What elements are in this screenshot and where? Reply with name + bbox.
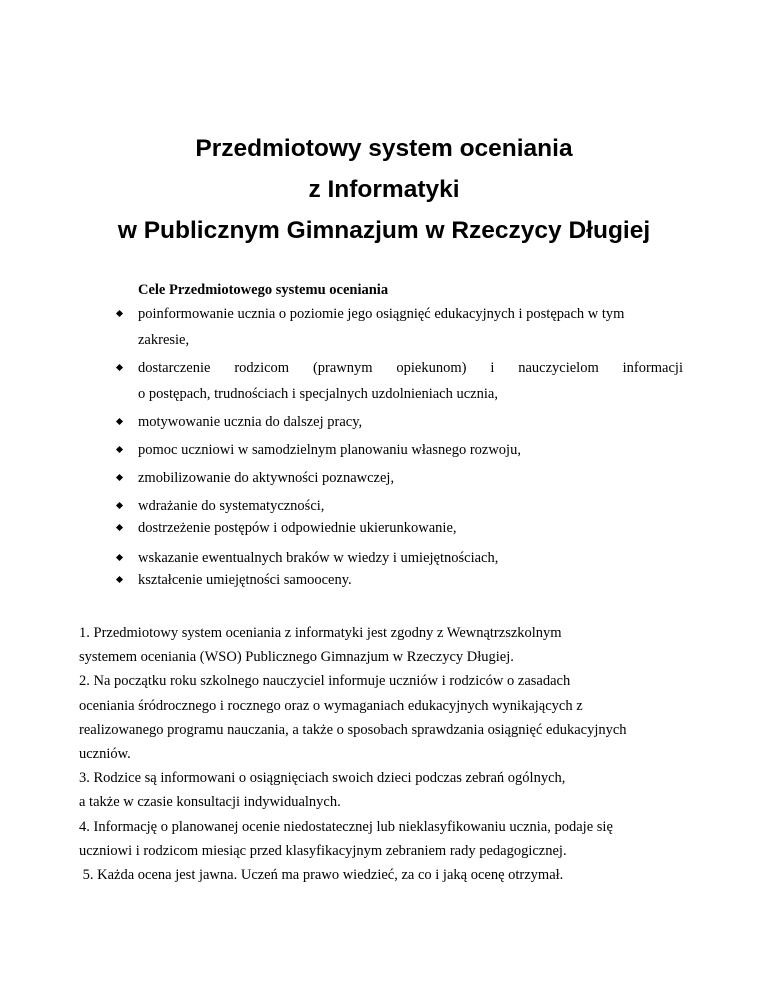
goals-heading: Cele Przedmiotowego systemu oceniania	[138, 282, 389, 298]
goal-text: wdrażanie do systematyczności,	[138, 498, 325, 514]
paragraph-line: a także w czasie konsultacji indywidualnych.	[79, 794, 341, 810]
bullet-diamond-icon	[116, 502, 123, 509]
bullet-diamond-icon	[116, 554, 123, 561]
bullet-diamond-icon	[116, 474, 123, 481]
bullet-diamond-icon	[116, 310, 123, 317]
paragraph-line: uczniowi i rodzicom miesiąc przed klasyfikacyjnym zebraniem rady pedagogicznej.	[79, 843, 567, 859]
bullet-diamond-icon	[116, 446, 123, 453]
goal-text: wskazanie ewentualnych braków w wiedzy i umiejętnościach,	[138, 550, 499, 566]
bullet-diamond-icon	[116, 524, 123, 531]
paragraph-line: 1. Przedmiotowy system oceniania z informatyki jest zgodny z Wewnątrzszkolnym	[79, 625, 562, 641]
goal-text: dostarczenie rodzicom (prawnym opiekunom) i nauczycielom informacji	[138, 360, 683, 376]
paragraph-line: 4. Informację o planowanej ocenie niedostatecznej lub nieklasyfikowaniu ucznia, podaje się	[79, 819, 613, 835]
paragraph-line: uczniów.	[79, 746, 131, 762]
paragraph-line: 2. Na początku roku szkolnego nauczyciel informuje uczniów i rodziców o zasadach	[79, 673, 571, 689]
goal-text: kształcenie umiejętności samooceny.	[138, 572, 352, 588]
paragraph-line: 5. Każda ocena jest jawna. Uczeń ma prawo wiedzieć, za co i jaką ocenę otrzymał.	[79, 867, 564, 883]
paragraph-line: realizowanego programu nauczania, a także o sposobach sprawdzania osiągnięć edukacyjnych	[79, 722, 627, 738]
paragraph-line: oceniania śródrocznego i rocznego oraz o wymaganiach edukacyjnych wynikających z	[79, 698, 583, 714]
goal-text: poinformowanie ucznia o poziomie jego osiągnięć edukacyjnych i postępach w tym	[138, 306, 625, 322]
document-title-line-3: w Publicznym Gimnazjum w Rzeczycy Długiej	[117, 217, 651, 244]
goal-text: zmobilizowanie do aktywności poznawczej,	[138, 470, 395, 486]
goal-text: motywowanie ucznia do dalszej pracy,	[138, 414, 363, 430]
document-title-line-2: z Informatyki	[308, 176, 460, 203]
goal-text-continued: o postępach, trudnościach i specjalnych uzdolnieniach ucznia,	[138, 386, 498, 402]
bullet-diamond-icon	[116, 576, 123, 583]
bullet-diamond-icon	[116, 418, 123, 425]
goal-text: dostrzeżenie postępów i odpowiednie ukierunkowanie,	[138, 520, 457, 536]
goal-text: pomoc uczniowi w samodzielnym planowaniu własnego rozwoju,	[138, 442, 521, 458]
paragraph-line: 3. Rodzice są informowani o osiągnięciach swoich dzieci podczas zebrań ogólnych,	[79, 770, 566, 786]
paragraph-line: systemem oceniania (WSO) Publicznego Gimnazjum w Rzeczycy Długiej.	[79, 649, 514, 665]
bullet-diamond-icon	[116, 364, 123, 371]
document-title-line-1: Przedmiotowy system oceniania	[195, 135, 573, 162]
goal-text-continued: zakresie,	[138, 332, 190, 348]
